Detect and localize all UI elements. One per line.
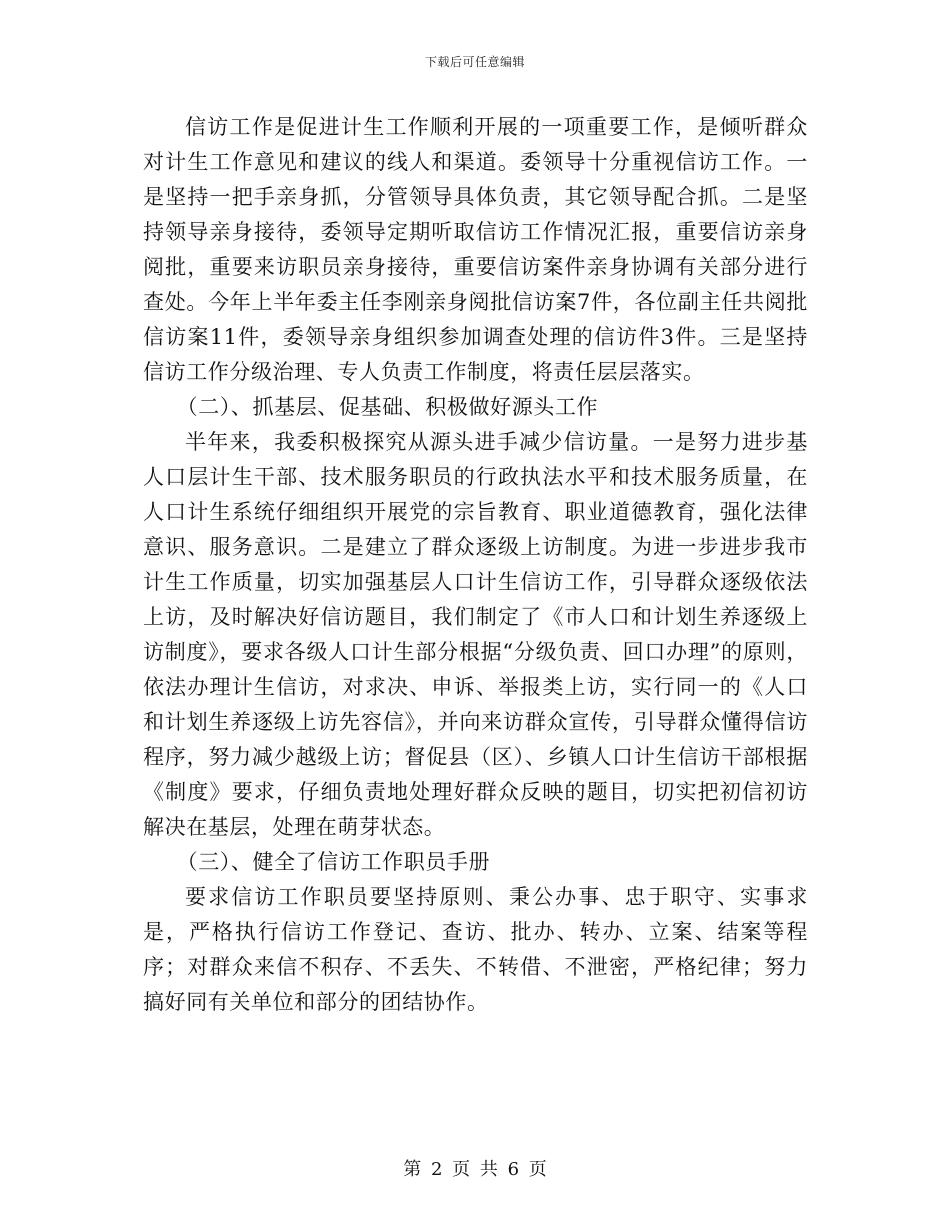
paragraph-grassroots: 半年来，我委积极探究从源头进手减少信访量。一是努力进步基人口层计生干部、技术服务职员的行政执法水平和技术服务质量，在人口计生系统仔细组织开展党的宗旨教育、职业道德教育，强化法律意识、服务意识。二是建立了群众逐级上访制度。为进一步进步我市计生工作质量，切实加强基层人口计生信访工作，引导群众逐级依法上访，及时解决好信访题目，我们制定了《市人口和计划生养逐级上访制度》，要求各级人口计生部分根据“分级负责、回口办理”的原则，依法办理计生信访，对求决、申诉、举报类上访，实行同一的《人口和计划生养逐级上访先容信》，并向来访群众宣传，引导群众懂得信访程序，努力减少越级上访；督促县（区）、乡镇人口计生信访干部根据《制度》要求，仔细负责地处理好群众反映的题目，切实把初信初访解决在基层，处理在萌芽状态。 bbox=[143, 430, 808, 839]
paragraph-staff-handbook: 要求信访工作职员要坚持原则、秉公办事、忠于职守、实事求是，严格执行信访工作登记、查访、批办、转办、立案、结案等程序；对群众来信不积存、不丢失、不转借、不泄密，严格纪律；努力搞好同有关单位和部分的团结协作。 bbox=[143, 885, 808, 1014]
document-body bbox=[143, 110, 808, 1020]
section-heading-3: （三）、健全了信访工作职员手册 bbox=[176, 850, 491, 874]
paragraph-leadership: 信访工作是促进计生工作顺利开展的一项重要工作，是倾听群众对计生工作意见和建议的线人和渠道。委领导十分重视信访工作。一是坚持一把手亲身抓，分管领导具体负责，其它领导配合抓。二是坚持领导亲身接待，委领导定期听取信访工作情况汇报，重要信访亲身阅批，重要来访职员亲身接待，重要信访案件亲身协调有关部分进行查处。今年上半年委主任李刚亲身阅批信访案7件，各位副主任共阅批信访案11件，委领导亲身组织参加调查处理的信访件3件。三是坚持信访工作分级治理、专人负责工作制度，将责任层层落实。 bbox=[143, 115, 808, 384]
section-heading-2: （二）、抓基层、促基础、积极做好源头工作 bbox=[176, 395, 599, 419]
page-header-note: 下载后可任意编辑 bbox=[424, 55, 525, 69]
page-number-footer: 第 2 页 共 6 页 bbox=[403, 1159, 547, 1180]
